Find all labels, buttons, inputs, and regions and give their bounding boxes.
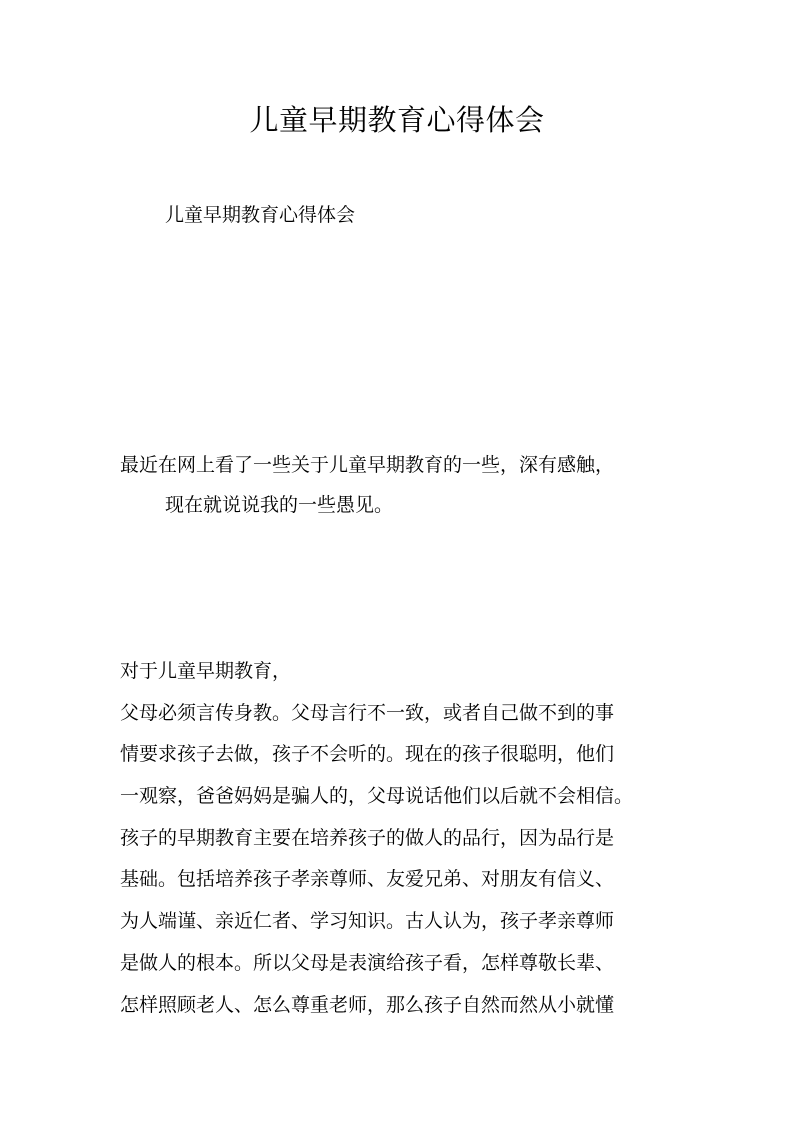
body-paragraph — [120, 654, 700, 1029]
text-line: 父母必须言传身教。父母言行不一致，或者自己做不到的事 — [120, 701, 615, 724]
text-line: 怎样照顾老人、怎么尊重老师，那么孩子自然而然从小就懂 — [120, 993, 615, 1016]
text-line: 基础。包括培养孩子孝亲尊师、友爱兄弟、对朋友有信义、 — [120, 868, 615, 891]
document-subtitle: 儿童早期教育心得体会 — [165, 204, 356, 226]
text-line: 情要求孩子去做，孩子不会听的。现在的孩子很聪明，他们 — [120, 743, 615, 766]
text-line: 是做人的根本。所以父母是表演给孩子看，怎样尊敬长辈、 — [120, 951, 615, 974]
document-title: 儿童早期教育心得体会 — [249, 103, 545, 137]
text-line: 对于儿童早期教育， — [120, 660, 292, 682]
text-line: 最近在网上看了一些关于儿童早期教育的一些，深有感触， — [120, 454, 615, 476]
text-line: 孩子的早期教育主要在培养孩子的做人的品行，因为品行是 — [120, 826, 615, 849]
text-line: 为人端谨、亲近仁者、学习知识。古人认为，孩子孝亲尊师 — [120, 910, 615, 933]
text-line: 现在就说说我的一些愚见。 — [165, 494, 394, 516]
text-line: 一观察，爸爸妈妈是骗人的，父母说话他们以后就不会相信。 — [120, 785, 634, 808]
intro-paragraph — [120, 448, 700, 528]
